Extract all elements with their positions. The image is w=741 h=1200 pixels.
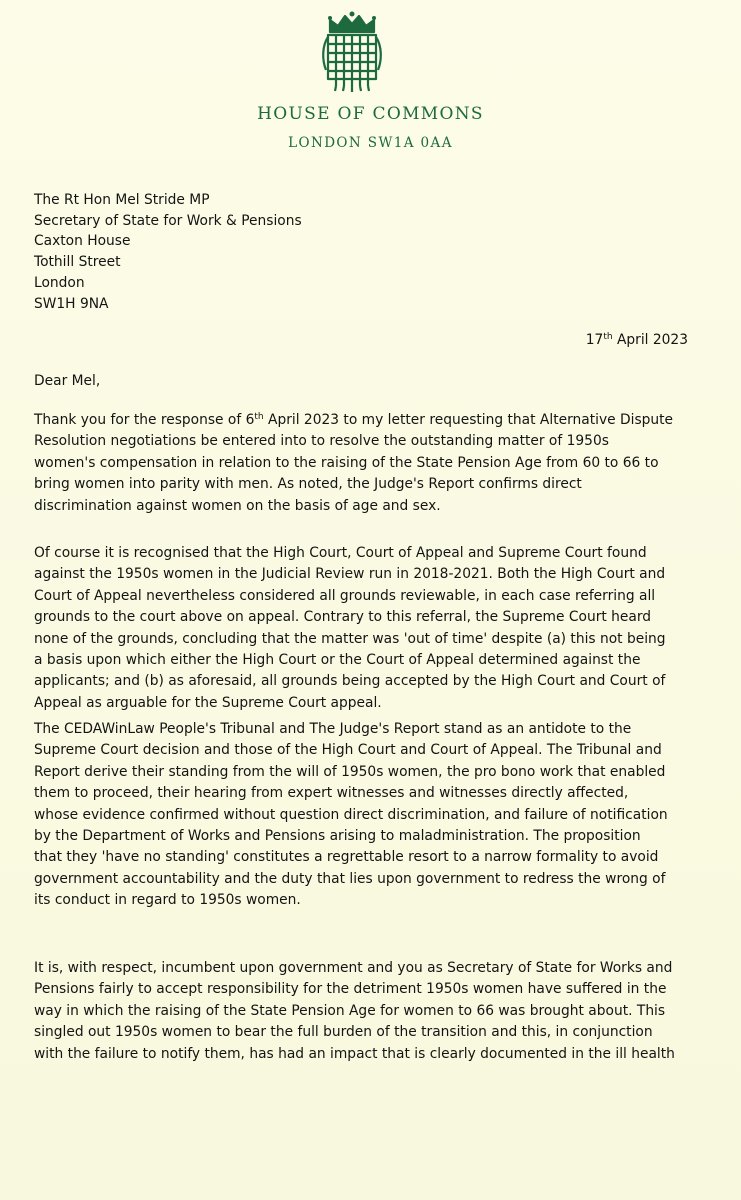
paragraph-line: its conduct in regard to 1950s women.	[34, 892, 301, 909]
paragraph-line: way in which the raising of the State Pension Age for women to 66 was brought about. This	[34, 1002, 666, 1019]
paragraph-line: applicants; and (b) as aforesaid, all grounds being accepted by the High Court and Court of	[34, 673, 666, 690]
paragraph-line: none of the grounds, concluding that the matter was 'out of time' despite (a) this not being	[34, 630, 666, 647]
letter-date	[586, 332, 688, 348]
recipient-name: The Rt Hon Mel Stride MP	[34, 192, 210, 208]
recipient-title: Secretary of State for Work & Pensions	[34, 212, 302, 229]
paragraph-line: discrimination against women on the basis of age and sex.	[34, 497, 441, 514]
recipient-address-block	[34, 190, 302, 314]
paragraph-line: by the Department of Works and Pensions arising to maladministration. The proposition	[34, 828, 641, 845]
paragraph-4	[34, 958, 724, 1065]
paragraph-line: singled out 1950s women to bear the full burden of the transition and this, in conjunction	[34, 1024, 653, 1041]
recipient-postcode: SW1H 9NA	[34, 295, 109, 312]
paragraph-line: Resolution negotiations be entered into to resolve the outstanding matter of 1950s	[34, 433, 609, 450]
paragraph-1	[34, 410, 724, 517]
paragraph-line: bring women into parity with men. As noted, the Judge's Report confirms direct	[34, 476, 582, 493]
p1-line1-end: April 2023 to my letter requesting that Alternative Dispute	[268, 412, 674, 428]
paragraph-line: Of course it is recognised that the High Court, Court of Appeal and Supreme Court found	[34, 545, 647, 561]
institution-address: LONDON SW1A 0AA	[288, 135, 453, 151]
paragraph-2	[34, 543, 724, 714]
paragraph-line: against the 1950s women in the Judicial Review run in 2018-2021. Both the High Court and	[34, 566, 666, 583]
date-day: 17	[585, 332, 604, 348]
paragraph-3	[34, 719, 724, 912]
date-month-year: April 2023	[616, 332, 688, 348]
recipient-building: Caxton House	[34, 233, 131, 250]
salutation: Dear Mel,	[34, 373, 101, 389]
recipient-city: London	[34, 274, 85, 291]
date-suffix: th	[603, 332, 613, 342]
recipient-street: Tothill Street	[34, 254, 121, 271]
paragraph-line: Court of Appeal nevertheless considered all grounds reviewable, in each case referring all	[34, 587, 656, 604]
paragraph-line: them to proceed, their hearing from expert witnesses and witnesses directly affected,	[34, 785, 629, 802]
paragraph-line: government accountability and the duty that lies upon government to redress the wrong of	[34, 870, 666, 887]
paragraph-line: Report derive their standing from the will of 1950s women, the pro bono work that enabled	[34, 763, 666, 780]
paragraph-line: Pensions fairly to accept responsibility for the detriment 1950s women have suffered in the	[34, 981, 667, 998]
p1-line1-start: Thank you for the response of 6	[34, 412, 255, 428]
paragraph-line: The CEDAWinLaw People's Tribunal and The Judge's Report stand as an antidote to the	[34, 721, 632, 737]
institution-name: HOUSE OF COMMONS	[257, 104, 484, 124]
paragraph-line: with the failure to notify them, has had an impact that is clearly documented in the ill health	[34, 1045, 675, 1062]
paragraph-line: Supreme Court decision and those of the High Court and Court of Appeal. The Tribunal and	[34, 742, 662, 759]
paragraph-line: It is, with respect, incumbent upon government and you as Secretary of State for Works and	[34, 960, 673, 976]
paragraph-line	[34, 410, 724, 431]
paragraph-line: women's compensation in relation to the raising of the State Pension Age from 60 to 66 to	[34, 454, 659, 471]
paragraph-line: that they 'have no standing' constitutes a regrettable resort to a narrow formality to avoid	[34, 849, 659, 866]
paragraph-line: grounds to the court above on appeal. Contrary to this referral, the Supreme Court heard	[34, 609, 652, 626]
paragraph-line: Appeal as arguable for the Supreme Court appeal.	[34, 694, 382, 711]
paragraph-line: a basis upon which either the High Court or the Court of Appeal determined against the	[34, 652, 641, 669]
paragraph-line: whose evidence confirmed without question direct discrimination, and failure of notification	[34, 806, 668, 823]
p1-line1-sup: th	[254, 412, 264, 422]
portcullis-crest-icon	[318, 10, 386, 94]
